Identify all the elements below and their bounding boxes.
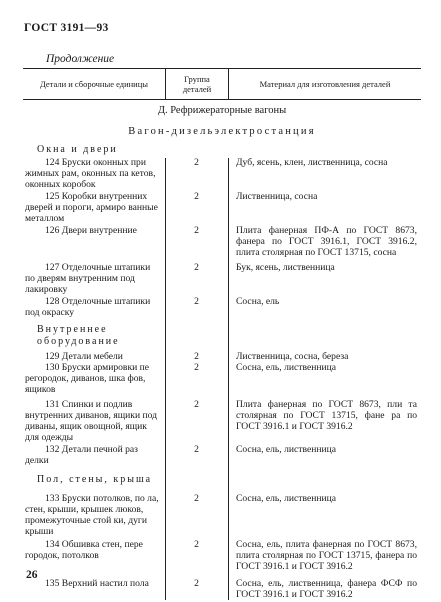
- table-row-material: Лиственница, сосна: [236, 191, 318, 202]
- table-row-part: 130 Бруски армировки пе регородок, диванов, шка фов, ящиков: [25, 362, 150, 395]
- table-row-part: 126 Двери внутренние: [45, 225, 137, 236]
- table-row-group: 2: [194, 225, 199, 236]
- table-row-group: 2: [194, 444, 199, 455]
- table-row-material: Лиственница, сосна, береза: [236, 351, 349, 362]
- table-row-part: 135 Верхний настил пола: [45, 578, 149, 589]
- table-row-material: Плита фанерная по ГОСТ 8673, пли та столярная по ГОСТ 13715, фане ра по ГОСТ 3916.1 и ГОСТ 3916.2: [236, 399, 417, 432]
- table-row-group: 2: [194, 351, 199, 362]
- table-row-material: Бук, ясень, лиственница: [236, 262, 335, 273]
- column-header-part: Детали и сборочные единицы: [40, 79, 148, 89]
- table-row-group: 2: [194, 539, 199, 550]
- table-row-group: 2: [194, 362, 199, 373]
- page-number: 26: [26, 569, 38, 581]
- table-row-material: Сосна, ель, плита фанерная по ГОСТ 8673, плита столярная по ГОСТ 13715, фанера по ГОСТ 3916.1 и ГОСТ 3916.2: [236, 539, 417, 572]
- table-row-group: 2: [194, 262, 199, 273]
- column-divider: [228, 158, 229, 600]
- table-row-group: 2: [194, 493, 199, 504]
- table-row-part: 128 Отделочные штапики под окраску: [25, 296, 151, 318]
- materials-table: [23, 68, 421, 600]
- table-body: [23, 100, 421, 600]
- table-row-group: 2: [194, 157, 199, 168]
- section-title: Д. Рефрижераторные вагоны: [157, 105, 287, 116]
- table-row-part: 131 Спинки и подлив внутренних диванов, ящики под диваны, ящик овощной, ящик для одежды: [25, 399, 158, 443]
- subsection-title: Вагон-дизельэлектростанция: [128, 126, 316, 137]
- table-row-part: 133 Бруски потолков, по ла, стен, крыши, крышек люков, промежуточные стой ки, дуги крыши: [25, 493, 159, 537]
- group-heading-interior: Внутреннее оборудование: [37, 324, 120, 347]
- table-row-material: Сосна, ель, лиственница, фанера ФСФ по ГОСТ 3916.1 и ГОСТ 3916.2: [236, 578, 417, 600]
- table-row-part: 124 Бруски оконных при жимных рам, оконных па кетов, оконных коробок: [25, 157, 156, 190]
- group-heading-windows: Окна и двери: [37, 144, 118, 155]
- table-row-material: Сосна, ель, лиственница: [236, 493, 336, 504]
- table-row-group: 2: [194, 578, 199, 589]
- table-row-group: 2: [194, 191, 199, 202]
- table-row-material: Сосна, ель, лиственница: [236, 444, 336, 455]
- table-row-material: Плита фанерная ПФ-А по ГОСТ 8673, фанера по ГОСТ 3916.1, ГОСТ 3916.2, плита столярная по ГОСТ 13715, сосна: [236, 225, 417, 258]
- column-header-material: Материал для изготовления деталей: [228, 69, 421, 99]
- table-row-group: 2: [194, 399, 199, 410]
- column-divider: [165, 158, 166, 600]
- document-id: ГОСТ 3191—93: [24, 22, 109, 34]
- table-header: [23, 68, 421, 100]
- table-row-material: Сосна, ель: [236, 296, 280, 307]
- table-row-part: 134 Обшивка стен, пере городок, потолков: [25, 539, 143, 561]
- continuation-label: Продолжение: [46, 53, 115, 65]
- table-row-group: 2: [194, 296, 199, 307]
- table-row-part: 125 Коробки внутренних дверей и пороги, армиро ванные металлом: [25, 191, 158, 224]
- table-row-material: Сосна, ель, лиственница: [236, 362, 336, 373]
- table-row-part: 129 Детали мебели: [45, 351, 123, 362]
- table-row-part: 132 Детали печной раз делки: [25, 444, 138, 466]
- table-row-part: 127 Отделочные штапики по дверям внутренним под лакировку: [25, 262, 151, 295]
- column-header-group: Группа деталей: [165, 69, 228, 99]
- group-heading-floor: Пол, стены, крыша: [37, 474, 153, 485]
- table-row-material: Дуб, ясень, клен, лиственница, сосна: [236, 157, 388, 168]
